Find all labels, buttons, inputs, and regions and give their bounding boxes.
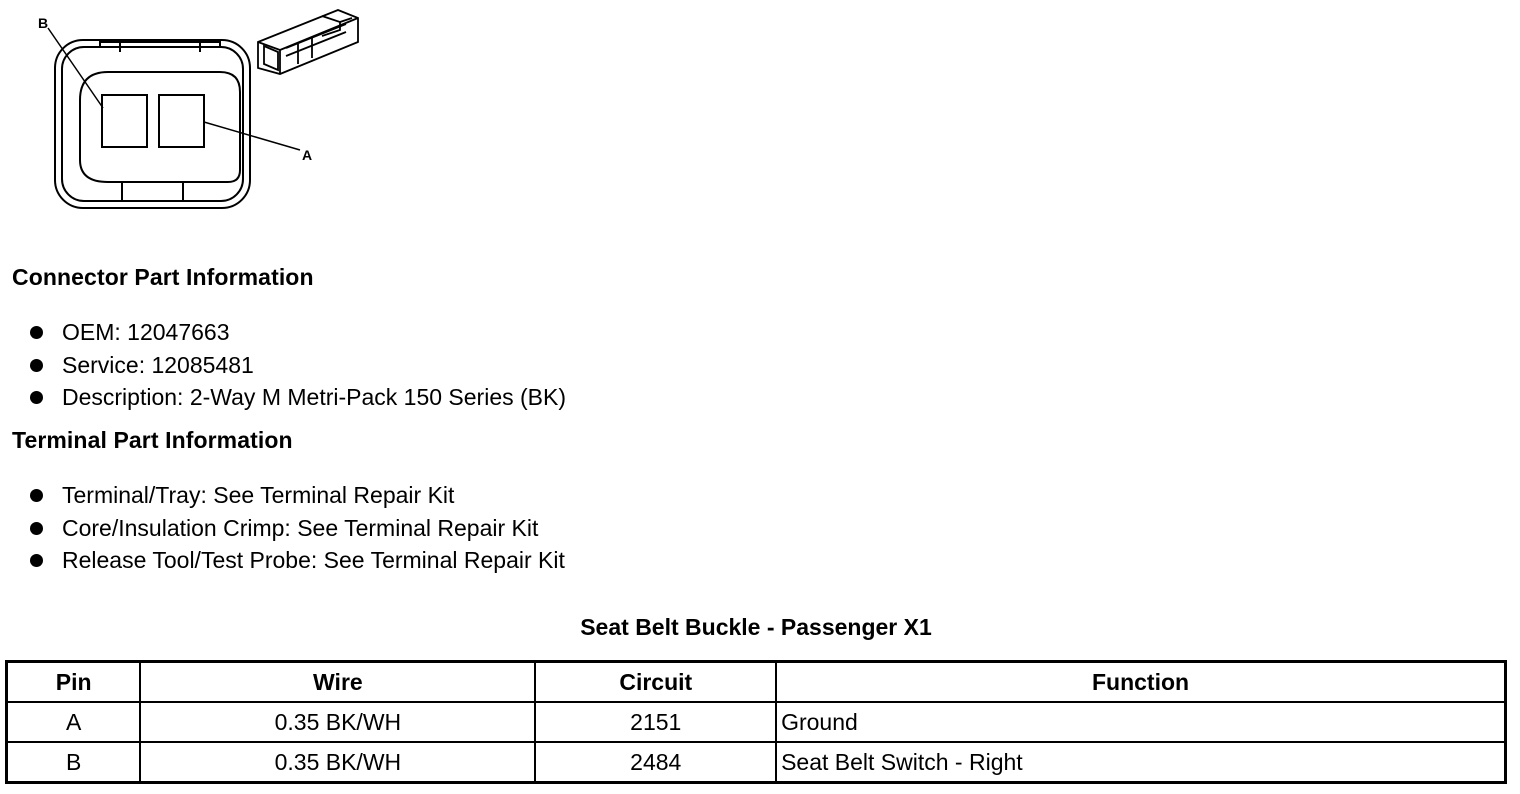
- pin-b-label: B: [38, 15, 49, 31]
- pin-a-label: A: [302, 147, 313, 163]
- connector-info-list: [28, 316, 566, 414]
- cell-function: Seat Belt Switch - Right: [776, 742, 1505, 783]
- cell-circuit: 2151: [535, 702, 776, 742]
- terminal-info-heading: Terminal Part Information: [12, 427, 293, 453]
- cell-circuit: 2484: [535, 742, 776, 783]
- table-row: [7, 742, 1506, 783]
- column-header-function: Function: [776, 662, 1505, 703]
- terminal-info-release-tool: Release Tool/Test Probe: See Terminal Repair Kit: [62, 547, 565, 573]
- cell-pin: A: [7, 702, 141, 742]
- bullet-icon: [30, 326, 43, 339]
- pin-a-leader: [204, 122, 300, 150]
- cell-wire: 0.35 BK/WH: [140, 742, 535, 783]
- column-header-wire: Wire: [140, 662, 535, 703]
- connector-info-description: Description: 2-Way M Metri-Pack 150 Series (BK): [62, 384, 567, 410]
- list-item: [28, 316, 566, 349]
- table-header-row: [7, 662, 1506, 703]
- column-header-circuit: Circuit: [535, 662, 776, 703]
- cell-pin: B: [7, 742, 141, 783]
- table-row: [7, 702, 1506, 742]
- pin-cavity-b: [102, 95, 147, 147]
- connector-info-heading: Connector Part Information: [12, 264, 314, 290]
- bullet-icon: [30, 359, 43, 372]
- list-item: [28, 512, 565, 545]
- connector-info-oem: OEM: 12047663: [62, 319, 230, 345]
- bottom-notch: [122, 182, 183, 201]
- list-item: [28, 479, 565, 512]
- pinout-table: [5, 660, 1507, 784]
- terminal-info-tray: Terminal/Tray: See Terminal Repair Kit: [62, 482, 455, 508]
- table-title: Seat Belt Buckle - Passenger X1: [580, 614, 932, 640]
- bullet-icon: [30, 554, 43, 567]
- pin-cavity-a: [159, 95, 204, 147]
- terminal-info-list: [28, 479, 565, 577]
- connector-face-diagram: [0, 0, 400, 230]
- list-item: [28, 349, 566, 382]
- list-item: [28, 544, 565, 577]
- connector-isometric-thumbnail: [258, 10, 358, 74]
- terminal-info-crimp: Core/Insulation Crimp: See Terminal Repair Kit: [62, 514, 539, 541]
- bullet-icon: [30, 391, 43, 404]
- cell-wire: 0.35 BK/WH: [140, 702, 535, 742]
- column-header-pin: Pin: [7, 662, 141, 703]
- bullet-icon: [30, 522, 43, 535]
- list-item: [28, 381, 566, 414]
- bullet-icon: [30, 489, 43, 502]
- connector-info-service: Service: 12085481: [62, 351, 254, 378]
- cell-function: Ground: [776, 702, 1505, 742]
